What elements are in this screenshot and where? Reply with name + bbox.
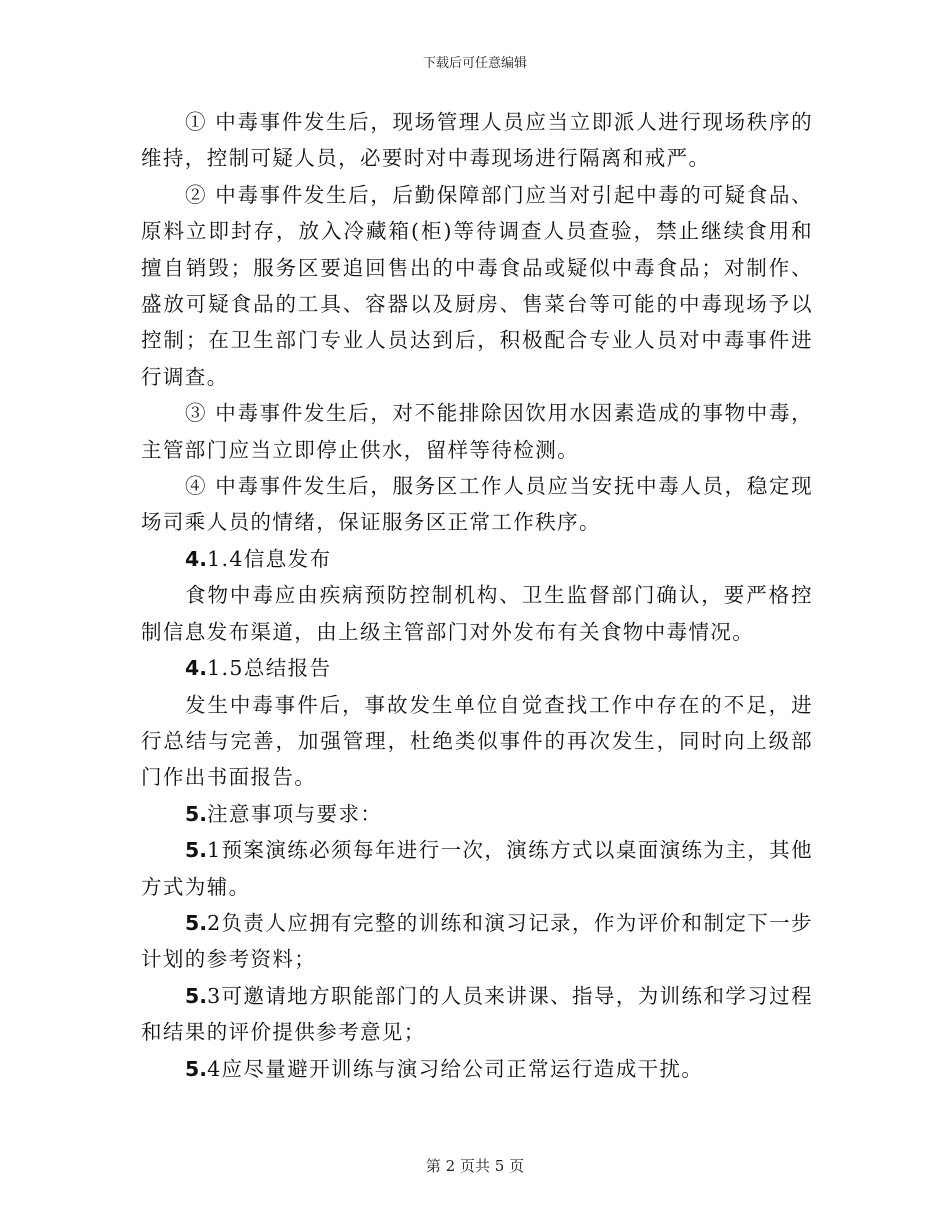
section-title: 1.5总结报告 <box>207 656 332 681</box>
section-number: 4. <box>185 546 208 571</box>
note-item <box>141 1051 813 1087</box>
note-number: 5. <box>185 1056 208 1081</box>
section-number: 5. <box>185 801 208 826</box>
note-item <box>141 832 813 905</box>
note-number: 5. <box>185 910 208 935</box>
paragraph: ④ 中毒事件发生后，服务区工作人员应当安抚中毒人员，稳定现场司乘人员的情绪，保证服务区正常工作秩序。 <box>141 474 813 535</box>
note-item <box>141 978 813 1051</box>
section-title: 1.4信息发布 <box>207 546 332 571</box>
note-text: 3可邀请地方职能部门的人员来讲课、指导，为训练和学习过程和结果的评价提供参考意见； <box>141 983 813 1045</box>
note-item <box>141 905 813 978</box>
page-footer: 第 2 页共 5 页 <box>425 1157 525 1175</box>
paragraph: ③ 中毒事件发生后，对不能排除因饮用水因素造成的事物中毒，主管部门应当立即停止供水，留样等待检测。 <box>141 401 813 462</box>
note-number: 5. <box>185 983 208 1008</box>
notes-heading <box>141 796 813 832</box>
document-body <box>141 104 813 1087</box>
paragraph: ① 中毒事件发生后，现场管理人员应当立即派人进行现场秩序的维持，控制可疑人员，必要时对中毒现场进行隔离和戒严。 <box>141 110 813 171</box>
section-title: 注意事项与要求： <box>207 801 383 826</box>
section-body: 发生中毒事件后，事故发生单位自觉查找工作中存在的不足，进行总结与完善，加强管理，杜绝类似事件的再次发生，同时向上级部门作出书面报告。 <box>141 692 813 790</box>
section-body: 食物中毒应由疾病预防控制机构、卫生监督部门确认，要严格控制信息发布渠道，由上级主管部门对外发布有关食物中毒情况。 <box>141 583 813 644</box>
paragraph: ② 中毒事件发生后，后勤保障部门应当对引起中毒的可疑食品、原料立即封存，放入冷藏箱(柜)等待调查人员查验，禁止继续食用和擅自销毁；服务区要追回售出的中毒食品或疑似中毒食品；对制作、盛放可疑食品的工具、容器以及厨房、售菜台等可能的中毒现场予以控制；在卫生部门专业人员达到后，积极配合专业人员对中毒事件进行调查。 <box>141 182 813 389</box>
section-heading <box>141 650 813 686</box>
note-text: 4应尽量避开训练与演习给公司正常运行造成干扰。 <box>207 1056 704 1081</box>
note-text: 2负责人应拥有完整的训练和演习记录，作为评价和制定下一步计划的参考资料； <box>141 910 813 972</box>
note-text: 1预案演练必须每年进行一次，演练方式以桌面演练为主，其他方式为辅。 <box>141 838 813 899</box>
page-header: 下载后可任意编辑 <box>422 56 527 71</box>
section-number: 4. <box>185 656 208 681</box>
section-heading <box>141 541 813 577</box>
note-number: 5. <box>185 838 208 863</box>
